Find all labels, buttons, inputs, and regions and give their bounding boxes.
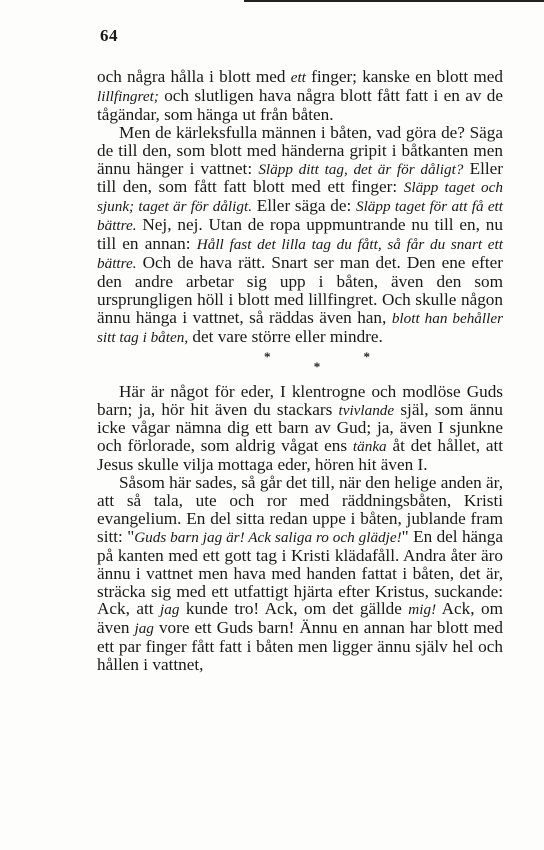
paragraph-1	[97, 68, 503, 124]
italic-text-run: Guds barn jag är! Ack saliga ro och glädje!	[134, 528, 402, 546]
italic-text-run: tvivlande	[338, 401, 395, 419]
italic-text-run: lillfingret;	[97, 87, 159, 105]
text-run: " En del hänga på kanten med ett gott tag i Kristi klädafåll. Andra åter äro ännu i vattnet men hava med handen fattat i båten, det är, sträcka sig med ett utfattigt hjärta efter Kristus, suckande: Ack, att	[97, 526, 504, 619]
text-run: och några hålla i blott med	[97, 67, 291, 86]
text-run: finger; kanske en blott med	[305, 67, 503, 86]
italic-text-run: blott han behåller sitt tag i båten,	[97, 309, 503, 346]
text-run: Eller säga de:	[252, 196, 356, 216]
text-run: Och de hava rätt. Snart ser man det. Den ene efter den andre arbetar sig upp i båten, även den som ursprungligen höll i blott med lillfingret. Och skulle någon ännu hänga i vattnet, så räddas även han,	[97, 253, 503, 327]
page-number: 64	[100, 26, 118, 45]
paragraph-2	[97, 124, 503, 347]
text-run: Här är något för eder, I klentrogne och modlöse Guds barn; ja, hör hit även du stackars	[97, 381, 503, 419]
italic-text-run: ett	[290, 69, 306, 86]
italic-text-run: mig!	[408, 601, 437, 619]
text-run: Men de kärleksfulla männen i båten, vad göra de? Säga de till den, som blott med händerna gripit i båtkanten men ännu hänger i vattnet:	[97, 122, 503, 178]
top-edge-line	[244, 0, 544, 2]
italic-text-run: Släpp taget för att få ett bättre.	[97, 198, 503, 235]
body-text	[97, 68, 503, 674]
paragraph-4	[97, 474, 503, 674]
text-run: det vare större eller mindre.	[188, 326, 383, 346]
italic-text-run: tänka	[352, 438, 387, 456]
paragraph-3	[97, 383, 503, 475]
text-run: Ack, om även	[97, 599, 503, 638]
text-run: själ, som ännu icke vågar nämna dig ett barn av Gud; ja, även I sjunkne och förlorade, som aldrig vågat ens	[97, 399, 503, 456]
text-run: kunde tro! Ack, om det gällde	[179, 599, 409, 619]
text-run: Eller till den, som fått fatt blott med ett finger:	[97, 158, 503, 197]
italic-text-run: jag	[134, 620, 154, 638]
text-run: vore ett Guds barn! Ännu en annan har blott med ett par finger fått fatt i båten men ligger ännu själv hel och hållen i vattnet,	[97, 618, 503, 675]
text-run: Såsom här sades, så går det till, när den helige anden är, att så tala, ute och ror med räddningsbåten, Kristi evangelium. En del sitta redan uppe i båten, jublande fram sitt: "	[97, 473, 503, 546]
separator-star: *	[363, 348, 370, 364]
separator-star: *	[264, 348, 271, 364]
italic-text-run: Släpp taget och sjunk; taget är för dåligt.	[97, 179, 503, 216]
text-run: Nej, nej. Utan de ropa uppmuntrande nu till en, nu till en annan:	[97, 215, 503, 254]
italic-text-run: Håll fast det lilla tag du fått, så får du snart ett bättre.	[97, 236, 503, 273]
section-separator	[264, 347, 370, 379]
separator-star: *	[313, 358, 321, 374]
text-run: åt det hållet, att Jesus skulle vilja mottaga eder, hören hit även I.	[97, 436, 503, 475]
italic-text-run: Släpp ditt tag, det är för dåligt?	[258, 160, 464, 178]
italic-text-run: jag	[160, 601, 180, 619]
text-run: och slutligen hava några blott fått fatt i en av de tågändar, som hänga ut från båten.	[97, 85, 503, 124]
